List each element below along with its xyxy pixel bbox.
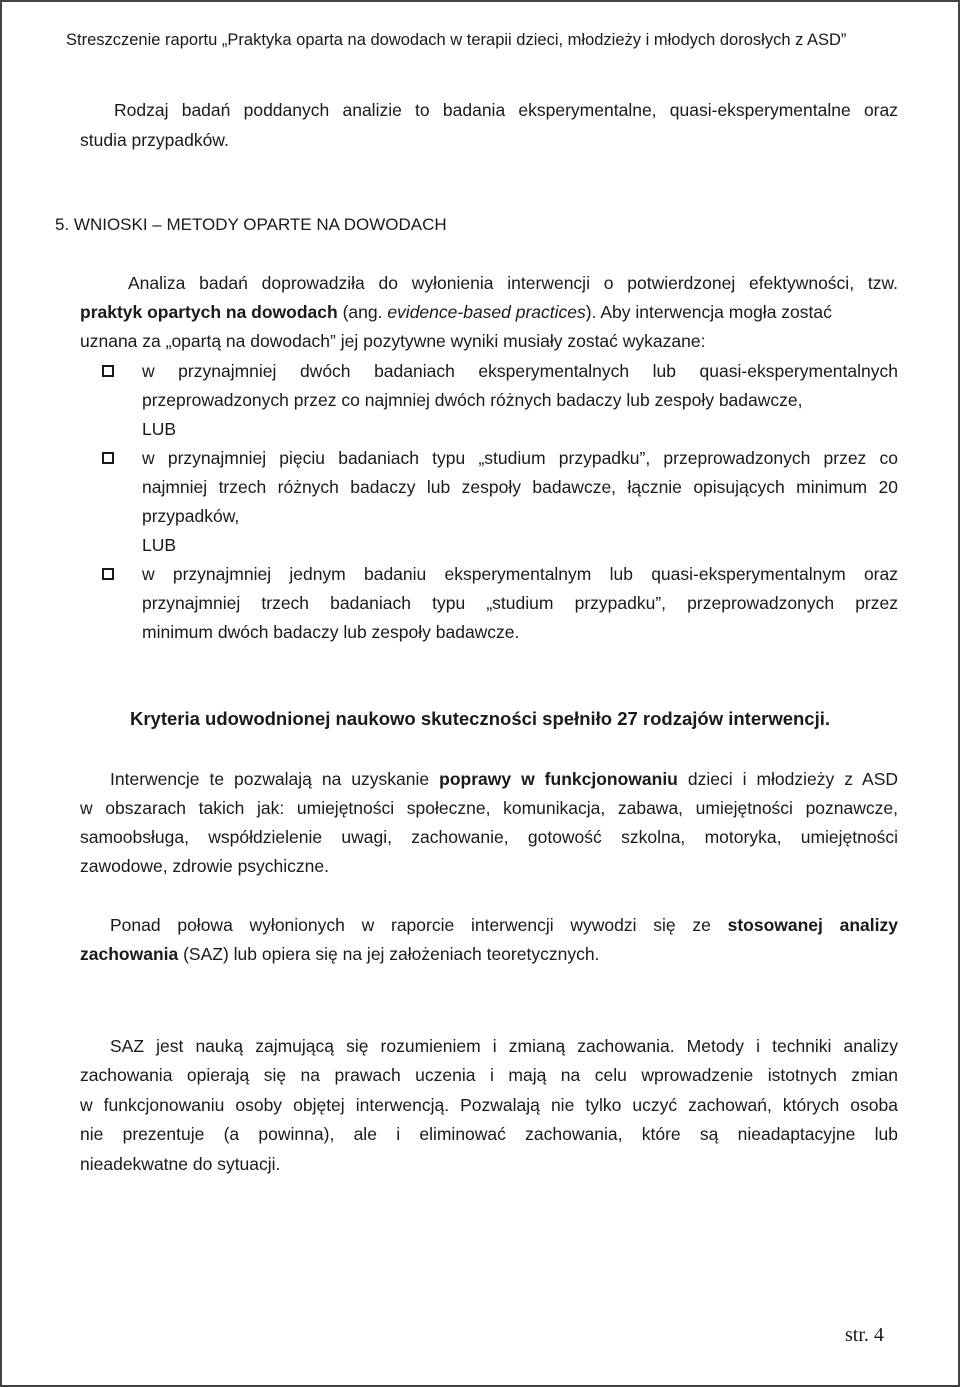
- p4-line-2: zachowania opierają się na prawach uczenia i mają na celu wprowadzenie istotnych zmian: [80, 1065, 898, 1085]
- p3-l1-pre: Ponad połowa wyłonionych w raporcie interwencji wywodzi się ze: [110, 915, 728, 935]
- criterion-3-line-3: minimum dwóch badaczy lub zespoły badawcze.: [142, 622, 520, 642]
- p3-l2-post: (SAZ) lub opiera się na jej założeniach teoretycznych.: [178, 944, 600, 964]
- p1-after: ). Aby interwencja mogła zostać: [585, 302, 832, 322]
- p1-ang: (ang.: [337, 302, 388, 322]
- criterion-3-line-1: w przynajmniej jednym badaniu eksperymentalnym lub quasi-eksperymentalnym oraz: [142, 564, 898, 584]
- p3-line-1: [110, 914, 898, 936]
- p4-line-4: nie prezentuje (a powinna), ale i eliminować zachowania, które są nieadaptacyjne lub: [80, 1124, 898, 1144]
- p2-line-1: [110, 768, 898, 790]
- p2-l1-post: dzieci i młodzieży z ASD: [677, 769, 899, 789]
- evidence-based-term: praktyk opartych na dowodach: [80, 302, 338, 322]
- p2-line-3: samoobsługa, współdzielenie uwagi, zachowanie, gotowość szkolna, motoryka, umiejętności: [80, 827, 898, 847]
- criteria-summary: Kryteria udowodnionej naukowo skuteczności spełniło 27 rodzajów interwencji.: [129, 708, 831, 729]
- intro-line-1: Rodzaj badań poddanych analizie to badania eksperymentalne, quasi-eksperymentalne oraz: [114, 100, 898, 120]
- intro-line-2: studia przypadków.: [80, 130, 229, 150]
- p2-l1-pre: Interwencje te pozwalają na uzyskanie: [110, 769, 440, 789]
- criterion-3-line-2: przynajmniej trzech badaniach typu „studium przypadku”, przeprowadzonych przez: [142, 593, 898, 613]
- connector-or-1: LUB: [142, 419, 177, 439]
- evidence-based-english: evidence-based practices: [387, 302, 586, 322]
- p2-line-2: w obszarach takich jak: umiejętności społeczne, komunikacja, zabawa, umiejętności poznawcze,: [80, 798, 898, 818]
- p2-line-4: zawodowe, zdrowie psychiczne.: [80, 856, 330, 876]
- p4-line-1: SAZ jest nauką zajmującą się rozumieniem i zmianą zachowania. Metody i techniki analizy: [110, 1036, 898, 1056]
- p4-line-3: w funkcjonowaniu osoby objętej interwencją. Pozwalają nie tylko uczyć zachowań, których osoba: [80, 1095, 898, 1115]
- checkbox-bullet-icon: [102, 452, 114, 464]
- criterion-2-line-3: przypadków,: [142, 506, 240, 526]
- p1-line-1: Analiza badań doprowadziła do wyłonienia interwencji o potwierdzonej efektywności, tzw.: [128, 273, 898, 293]
- criterion-2-line-2: najmniej trzech różnych badaczy lub zespoły badawcze, łącznie opisujących minimum 20: [142, 477, 898, 497]
- p2-l1-bold: poprawy w funkcjonowaniu: [439, 769, 678, 789]
- running-header: Streszczenie raportu „Praktyka oparta na dowodach w terapii dzieci, młodzieży i młodych dorosłych z ASD”: [66, 31, 847, 49]
- page-number: str. 4: [845, 1324, 884, 1346]
- criterion-1-line-2: przeprowadzonych przez co najmniej dwóch różnych badaczy lub zespoły badawcze,: [142, 390, 803, 410]
- checkbox-bullet-icon: [102, 568, 114, 580]
- criterion-1-line-1: w przynajmniej dwóch badaniach eksperymentalnych lub quasi-eksperymentalnych: [142, 361, 898, 381]
- section-heading: 5. WNIOSKI – METODY OPARTE NA DOWODACH: [55, 215, 447, 234]
- p3-l1-bold: stosowanej analizy: [727, 915, 898, 935]
- criterion-2-line-1: w przynajmniej pięciu badaniach typu „studium przypadku”, przeprowadzonych przez co: [142, 448, 898, 468]
- connector-or-2: LUB: [142, 535, 177, 555]
- p1-line-3: uznana za „opartą na dowodach” jej pozytywne wyniki musiały zostać wykazane:: [80, 331, 706, 351]
- p1-line-2: [80, 301, 832, 323]
- p4-line-5: nieadekwatne do sytuacji.: [80, 1154, 281, 1174]
- checkbox-bullet-icon: [102, 365, 114, 377]
- p3-l2-bold: zachowania: [80, 944, 179, 964]
- p3-line-2: [80, 943, 599, 965]
